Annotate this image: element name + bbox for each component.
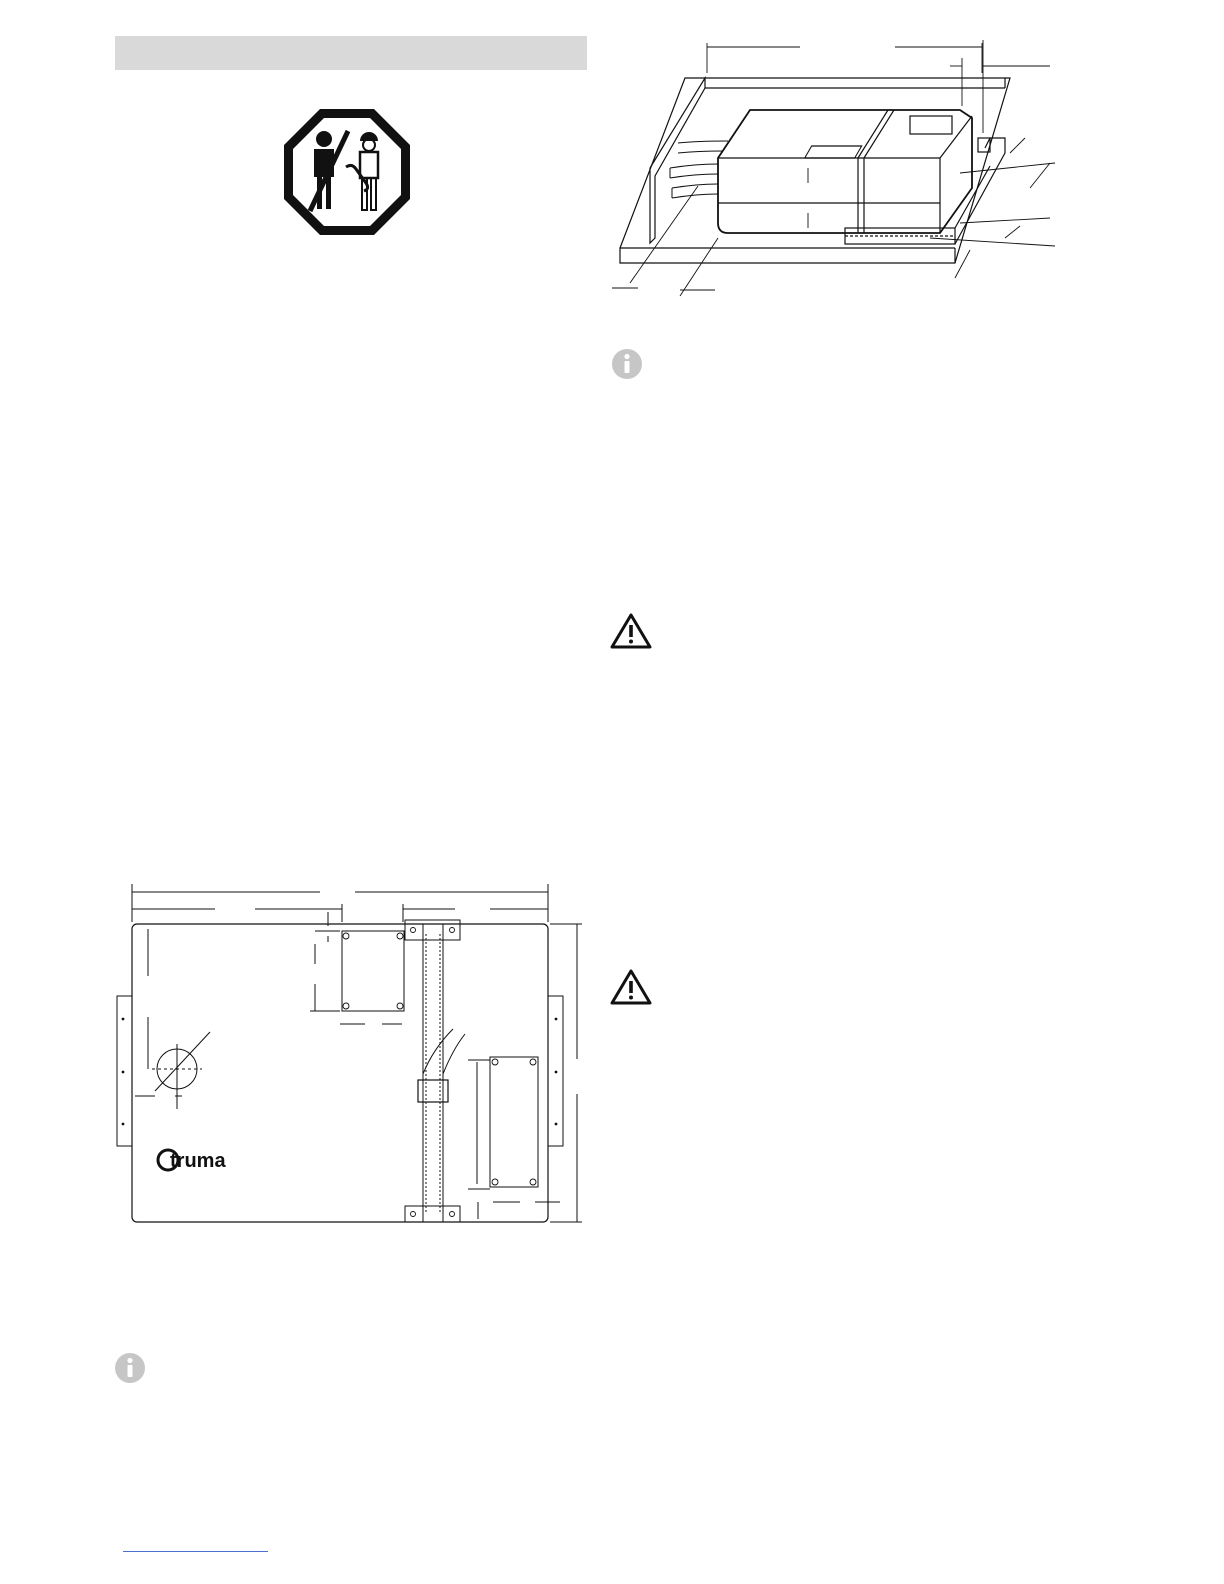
info-icon — [611, 348, 643, 380]
warning-triangle-icon — [609, 968, 653, 1006]
mounting-base-plate-drawing — [110, 884, 590, 1234]
installer-only-octagon-icon — [282, 107, 412, 237]
footer-link-underline[interactable] — [123, 1551, 268, 1552]
info-icon — [114, 1352, 146, 1384]
section-header-bar — [115, 36, 587, 70]
warning-triangle-icon — [609, 612, 653, 650]
heater-installation-perspective-drawing — [610, 38, 1060, 303]
truma-logo: truma — [170, 1150, 226, 1172]
